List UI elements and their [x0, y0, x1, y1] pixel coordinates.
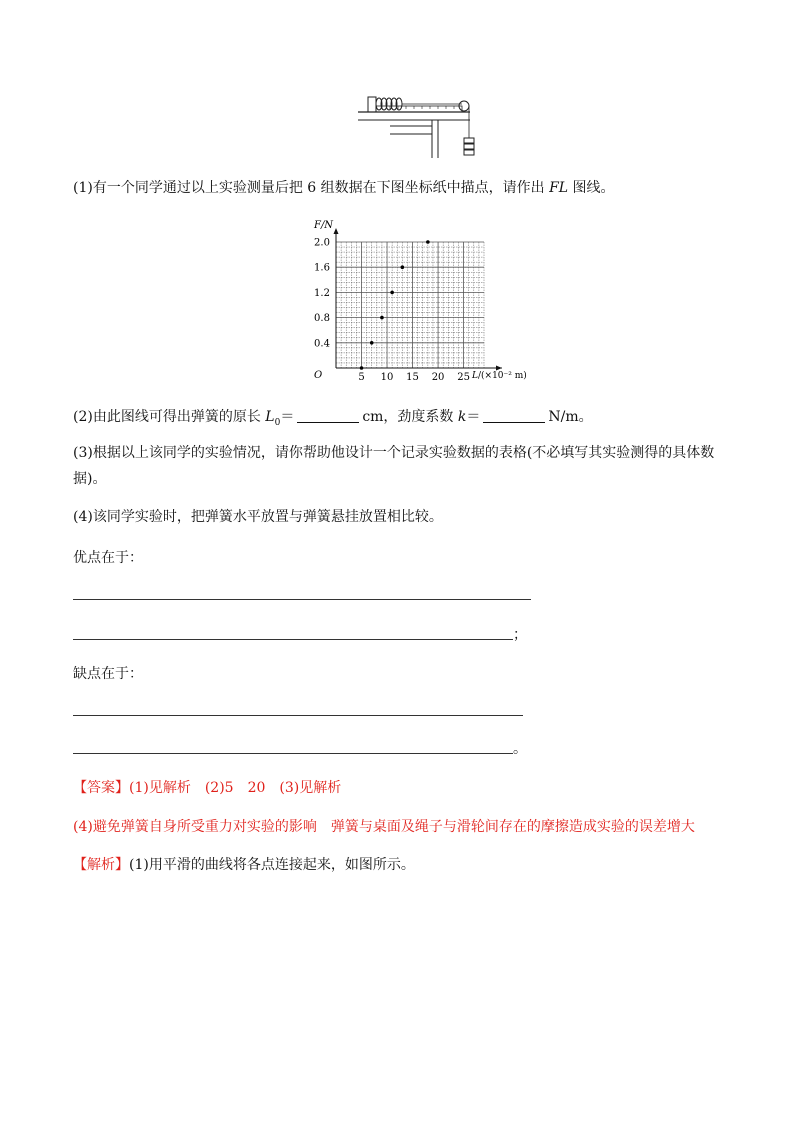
question-3-line2: 据)。: [73, 471, 107, 487]
data-point: [401, 265, 405, 269]
answer-line-2: (4)避免弹簧自身所受重力对实验的影响 弹簧与桌面及绳子与滑轮间存在的摩擦造成实验的误差增大: [73, 819, 695, 835]
y-axis-label: F/N: [314, 220, 334, 231]
data-point: [370, 341, 374, 345]
y-tick-label: 0.4: [314, 338, 330, 350]
disadvantage-end-mark: 。: [513, 741, 527, 757]
advantage-line-1[interactable]: [73, 599, 531, 600]
y-tick-label: 2.0: [314, 237, 330, 249]
advantage-end-mark: ；: [513, 627, 527, 643]
data-point: [360, 366, 364, 370]
y-tick-label: 1.6: [314, 262, 330, 274]
x-tick-labels: [358, 372, 470, 383]
x-axis-arrow: [496, 366, 502, 371]
chart-grid: [336, 242, 484, 368]
question-3-line1: (3)根据以上该同学的实验情况，请你帮助他设计一个记录实验数据的表格(不必填写其实验测得的具体数: [73, 445, 715, 461]
x-tick-label: 15: [406, 372, 419, 383]
advantage-label: 优点在于：: [73, 550, 143, 566]
x-tick-label: 5: [358, 372, 365, 383]
chart-axes: [334, 228, 503, 371]
question-2: (2)由此图线可得出弹簧的原长 $L_0=$ cm，劲度系数 k＝ N/m。: [73, 409, 593, 428]
disadvantage-line-1[interactable]: [73, 715, 523, 716]
data-point: [390, 291, 394, 295]
x-tick-label: 10: [380, 372, 394, 383]
y-tick-label: 0.8: [314, 313, 330, 325]
x-tick-label: 20: [431, 372, 445, 383]
disadvantage-label: 缺点在于：: [73, 666, 143, 682]
fl-chart: [300, 216, 540, 388]
answer-line-1: 【答案】(1)见解析 (2)5 20 (3)见解析: [73, 780, 342, 796]
x-axis-label: L/(×10⁻² m): [472, 371, 527, 381]
question-4: (4)该同学实验时，把弹簧水平放置与弹簧悬挂放置相比较。: [73, 509, 443, 525]
y-axis-arrow: [334, 228, 339, 234]
data-points: [360, 240, 430, 370]
k-blank[interactable]: [483, 408, 545, 423]
l0-blank[interactable]: [297, 408, 359, 423]
data-point: [426, 240, 430, 244]
analysis-tag: 【解析】: [73, 857, 129, 873]
advantage-line-2[interactable]: [73, 639, 513, 640]
origin-label: O: [314, 370, 323, 381]
data-point: [380, 316, 384, 320]
answer-tag: 【答案】: [73, 780, 129, 796]
analysis: 【解析】(1)用平滑的曲线将各点连接起来，如图所示。: [73, 857, 415, 873]
disadvantage-line-2[interactable]: [73, 753, 513, 754]
spring-apparatus-figure: [350, 92, 490, 162]
question-1: (1)有一个同学通过以上实验测量后把 6 组数据在下图坐标纸中描点，请作出 FL 图线。: [73, 180, 615, 196]
y-tick-label: 1.2: [314, 287, 330, 299]
x-tick-label: 25: [457, 372, 470, 383]
y-tick-labels: [314, 238, 330, 350]
